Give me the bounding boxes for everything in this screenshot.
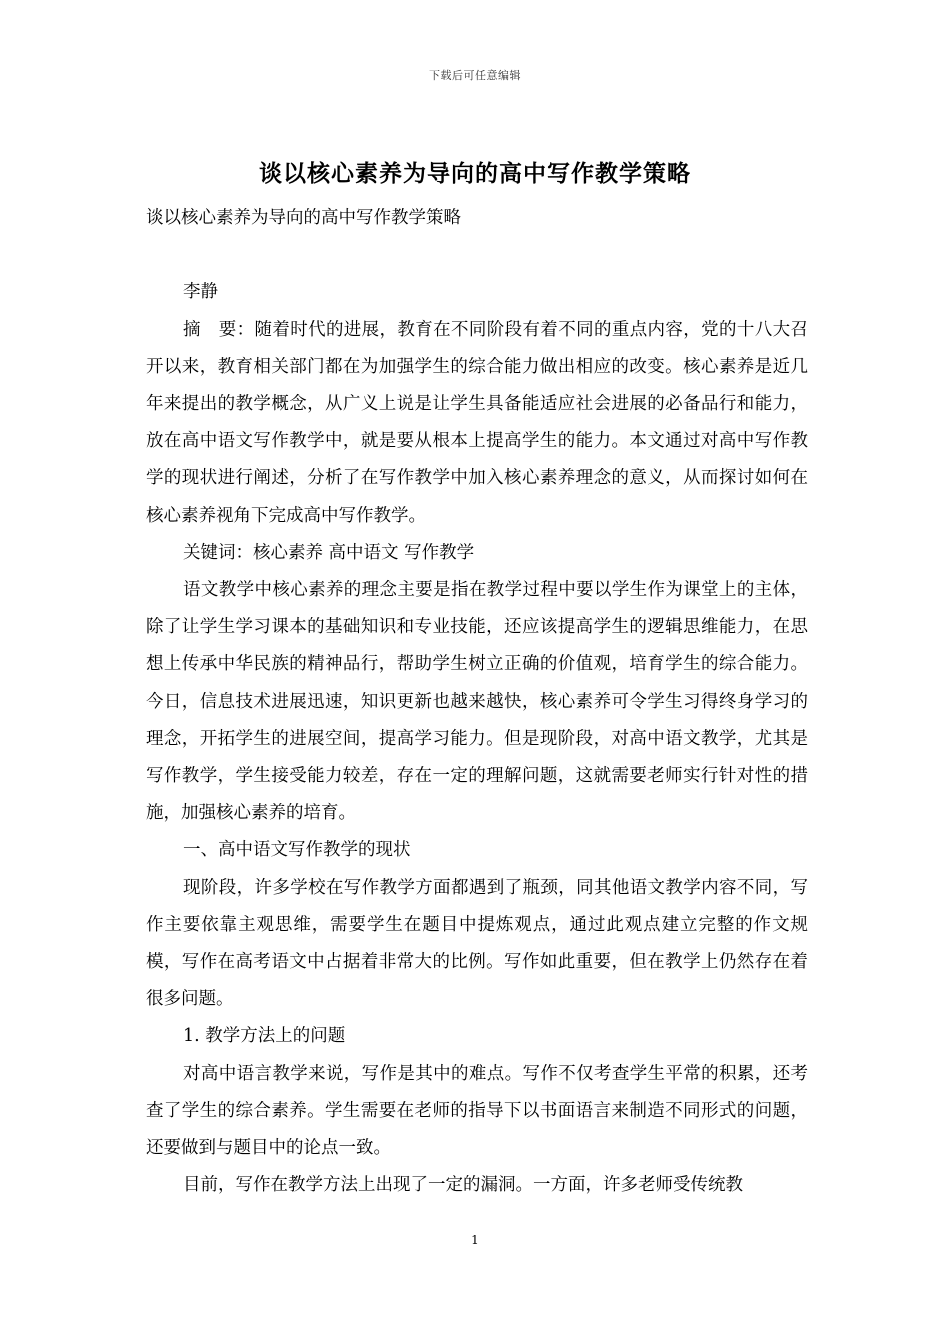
abstract-paragraph: 摘 要：随着时代的进展，教育在不同阶段有着不同的重点内容，党的十八大召开以来，教育相关部门都在为加强学生的综合能力做出相应的改变。核心素养是近几年来提出的教学概念，从广义上说是让学生具备能适应社会进展的必备品行和能力，放在高中语文写作教学中，就是要从根本上提高学生的能力。本文通过对高中写作教学的现状进行阐述，分析了在写作教学中加入核心素养理念的意义，从而探讨如何在核心素养视角下完成高中写作教学。	[146, 319, 808, 526]
body-paragraph: 现阶段，许多学校在写作教学方面都遇到了瓶颈，同其他语文教学内容不同，写作主要依靠主观思维，需要学生在题目中提炼观点，通过此观点建立完整的作文规模，写作在高考语文中占据着非常大的比例。写作如此重要，但在教学上仍然存在着很多问题。	[146, 877, 808, 1010]
document-subtitle: 谈以核心素养为导向的高中写作教学策略	[146, 208, 461, 228]
keywords-line: 关键词：核心素养 高中语文 写作教学	[183, 542, 475, 563]
document-title: 谈以核心素养为导向的高中写作教学策略	[259, 160, 691, 187]
body-paragraph: 目前，写作在教学方法上出现了一定的漏洞。一方面，许多老师受传统教	[183, 1175, 743, 1196]
section-heading: 一、高中语文写作教学的现状	[183, 840, 411, 861]
page-number: 1	[471, 1233, 479, 1247]
header-note: 下载后可任意编辑	[429, 69, 521, 82]
body-paragraph: 语文教学中核心素养的理念主要是指在教学过程中要以学生作为课堂上的主体，除了让学生学习课本的基础知识和专业技能，还应该提高学生的逻辑思维能力，在思想上传承中华民族的精神品行，帮助学生树立正确的价值观，培育学生的综合能力。今日，信息技术进展迅速，知识更新也越来越快，核心素养可令学生习得终身学习的理念，开拓学生的进展空间，提高学习能力。但是现阶段，对高中语文教学，尤其是写作教学，学生接受能力较差，存在一定的理解问题，这就需要老师实行针对性的措施，加强核心素养的培育。	[146, 580, 808, 824]
subsection-heading: 1. 教学方法上的问题	[183, 1026, 346, 1047]
blank-line	[146, 237, 808, 274]
document-body	[146, 200, 808, 1204]
author-name: 李静	[183, 282, 218, 303]
body-paragraph: 对高中语言教学来说，写作是其中的难点。写作不仅考查学生平常的积累，还考查了学生的综合素养。学生需要在老师的指导下以书面语言来制造不同形式的问题，还要做到与题目中的论点一致。	[146, 1063, 808, 1159]
